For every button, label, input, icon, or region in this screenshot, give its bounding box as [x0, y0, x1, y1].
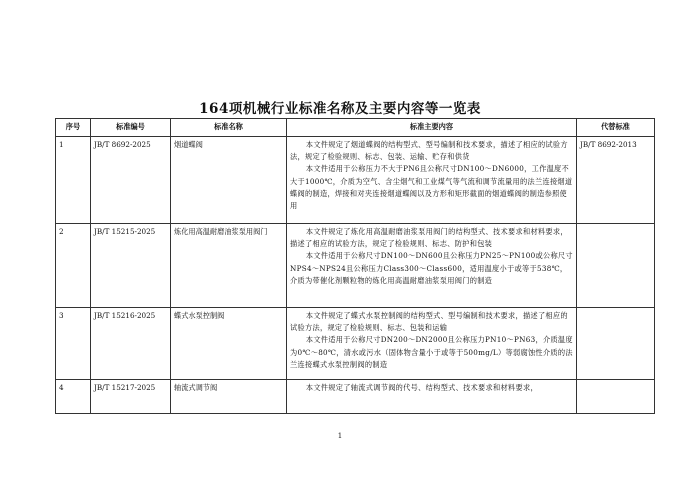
- table-header-row: [56, 119, 655, 137]
- content-paragraph: 本文件规定了烟道蝶阀的结构型式、型号编制和技术要求，描述了相应的试验方法，规定了检验规则、标志、包装、运输、贮存和供货: [290, 140, 568, 162]
- table-row: [56, 380, 655, 414]
- row-code: JB/T 15215-2025: [91, 224, 171, 308]
- header-code: 标准编号: [91, 119, 171, 137]
- row-content: [287, 137, 577, 224]
- row-content: [287, 308, 577, 380]
- header-name: 标准名称: [171, 119, 287, 137]
- header-replaces: 代替标准: [577, 119, 655, 137]
- page-number: 1: [337, 432, 343, 440]
- header-seq: 序号: [56, 119, 91, 137]
- row-seq: 3: [56, 308, 91, 380]
- row-name: 蝶式水泵控制阀: [171, 308, 287, 380]
- row-replaces: [577, 380, 655, 414]
- table-row: [56, 224, 655, 308]
- row-name: 轴流式调节阀: [171, 380, 287, 414]
- table-row: [56, 308, 655, 380]
- row-replaces: [577, 308, 655, 380]
- content-paragraph: 本文件适用于公称尺寸DN200～DN2000且公称压力PN10～PN63，介质温度为0℃～80℃，清水或污水（固体物含量小于或等于500mg/L）等弱腐蚀性介质的法兰连接蝶式水泵控制阀的制造: [290, 335, 573, 369]
- row-code: JB/T 15217-2025: [91, 380, 171, 414]
- row-seq: 4: [56, 380, 91, 414]
- row-code: JB/T 15216-2025: [91, 308, 171, 380]
- row-content: [287, 224, 577, 308]
- row-name: 烟道蝶阀: [171, 137, 287, 224]
- row-seq: 2: [56, 224, 91, 308]
- row-replaces: [577, 224, 655, 308]
- content-paragraph: 本文件适用于公称尺寸DN100～DN600且公称压力PN25～PN100或公称尺寸NPS4～NPS24且公称压力Class300～Class600，适用温度小于或等于538℃，介质为带催化剂颗粒物的炼化用高温耐磨油浆泵用阀门的制造: [290, 251, 573, 285]
- row-name: 炼化用高温耐磨油浆泵用阀门: [171, 224, 287, 308]
- content-paragraph: 本文件适用于公称压力不大于PN6且公称尺寸DN100～DN6000，工作温度不大于1000℃，介质为空气、含尘烟气和工业煤气等气流和调节流量用的法兰连接烟道蝶阀的制造，焊接和对夹连接烟道蝶阀以及方形和矩形截面的烟道蝶阀的制造参照使用: [290, 164, 573, 211]
- content-paragraph: 本文件规定了轴流式调节阀的代号、结构型式、技术要求和材料要求，: [305, 383, 538, 392]
- content-paragraph: 本文件规定了炼化用高温耐磨油浆泵用阀门的结构型式、技术要求和材料要求，描述了相应的试验方法，规定了检验规则、标志、防护和包装: [290, 227, 568, 249]
- row-seq: 1: [56, 137, 91, 224]
- content-paragraph: 本文件规定了蝶式水泵控制阀的结构型式、型号编制和技术要求，描述了相应的试验方法，规定了检验规则、标志、包装和运输: [290, 311, 568, 333]
- row-content: [287, 380, 577, 414]
- row-code: JB/T 8692-2025: [91, 137, 171, 224]
- page-title: 164项机械行业标准名称及主要内容等一览表: [199, 101, 481, 117]
- row-replaces: JB/T 8692-2013: [577, 137, 655, 224]
- table-row: [56, 137, 655, 224]
- header-content: 标准主要内容: [287, 119, 577, 137]
- standards-table: [55, 118, 655, 414]
